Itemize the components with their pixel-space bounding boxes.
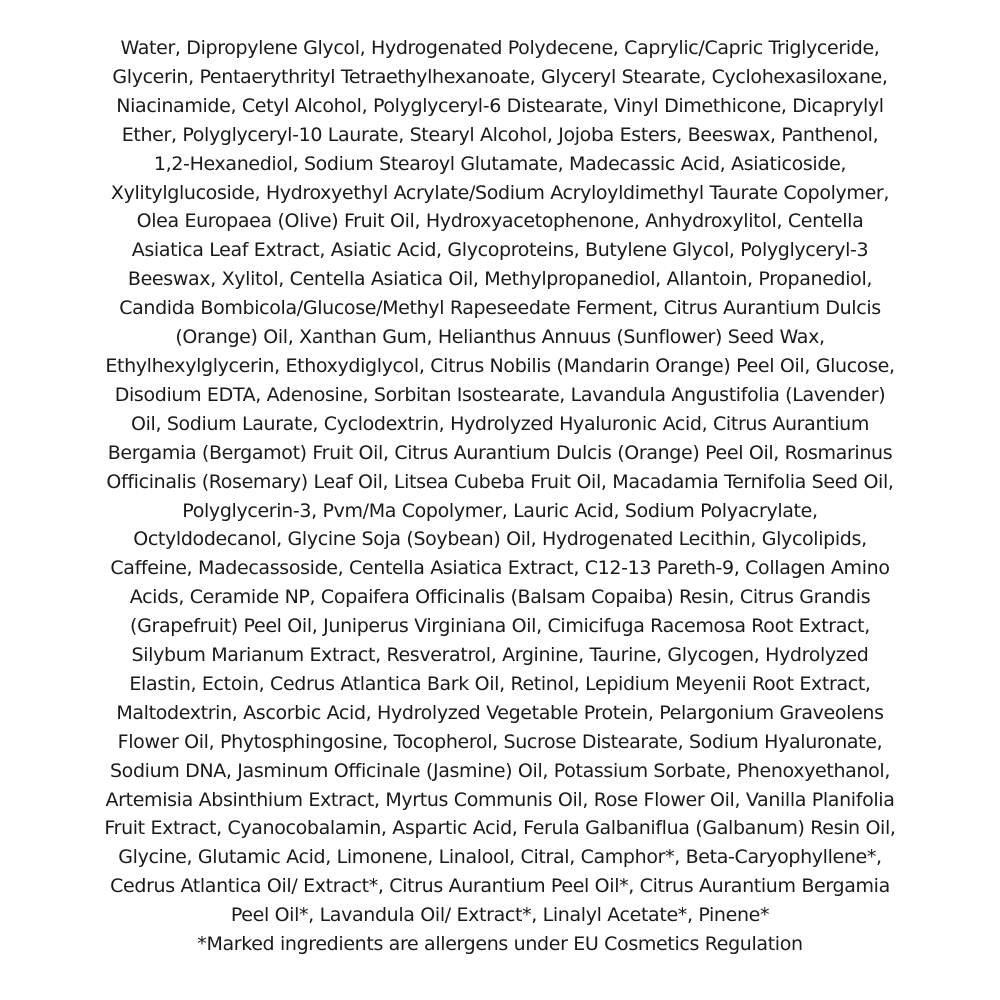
ingredient-line: Niacinamide, Cetyl Alcohol, Polyglyceryl-6 Distearate, Vinyl Dimethicone, Dicaprylyl [116, 94, 884, 117]
ingredient-line: Ethylhexylglycerin, Ethoxydiglycol, Citrus Nobilis (Mandarin Orange) Peel Oil, Glucose, [105, 354, 895, 377]
allergen-note: *Marked ingredients are allergens under EU Cosmetics Regulation [197, 933, 803, 956]
ingredient-line: Beeswax, Xylitol, Centella Asiatica Oil, Methylpropanediol, Allantoin, Propanediol, [127, 268, 873, 291]
ingredients-list [60, 34, 940, 959]
ingredient-line: Fruit Extract, Cyanocobalamin, Aspartic Acid, Ferula Galbaniflua (Galbanum) Resin Oil, [104, 817, 896, 840]
ingredient-line: Polyglycerin-3, Pvm/Ma Copolymer, Lauric Acid, Sodium Polyacrylate, [182, 499, 818, 522]
ingredient-line: Ether, Polyglyceryl-10 Laurate, Stearyl Alcohol, Jojoba Esters, Beeswax, Panthenol, [121, 123, 879, 146]
ingredient-line: (Grapefruit) Peel Oil, Juniperus Virginiana Oil, Cimicifuga Racemosa Root Extract, [130, 615, 870, 638]
ingredient-line: Maltodextrin, Ascorbic Acid, Hydrolyzed Vegetable Protein, Pelargonium Graveolens [116, 701, 884, 724]
ingredient-line: Cedrus Atlantica Oil/ Extract*, Citrus Aurantium Peel Oil*, Citrus Aurantium Bergamia [110, 875, 890, 898]
ingredient-line: Glycine, Glutamic Acid, Limonene, Linalool, Citral, Camphor*, Beta-Caryophyllene*, [118, 846, 882, 869]
ingredient-line: Elastin, Ectoin, Cedrus Atlantica Bark Oil, Retinol, Lepidium Meyenii Root Extract, [129, 672, 871, 695]
ingredient-line: Candida Bombicola/Glucose/Methyl Rapeseedate Ferment, Citrus Aurantium Dulcis [119, 297, 881, 320]
ingredient-line: Artemisia Absinthium Extract, Myrtus Communis Oil, Rose Flower Oil, Vanilla Planifolia [105, 788, 895, 811]
ingredient-line: Glycerin, Pentaerythrityl Tetraethylhexanoate, Glyceryl Stearate, Cyclohexasiloxane, [112, 65, 888, 88]
ingredient-line: (Orange) Oil, Xanthan Gum, Helianthus Annuus (Sunflower) Seed Wax, [175, 326, 825, 349]
ingredient-line: Caffeine, Madecassoside, Centella Asiatica Extract, C12-13 Pareth-9, Collagen Amino [110, 557, 890, 580]
ingredient-line: Officinalis (Rosemary) Leaf Oil, Litsea Cubeba Fruit Oil, Macadamia Ternifolia Seed Oil, [106, 470, 894, 493]
ingredient-line: Disodium EDTA, Adenosine, Sorbitan Isostearate, Lavandula Angustifolia (Lavender) [114, 383, 886, 406]
ingredient-line: Olea Europaea (Olive) Fruit Oil, Hydroxyacetophenone, Anhydroxylitol, Centella [136, 210, 864, 233]
ingredient-line: Peel Oil*, Lavandula Oil/ Extract*, Linalyl Acetate*, Pinene* [230, 904, 770, 927]
ingredient-line: Octyldodecanol, Glycine Soja (Soybean) Oil, Hydrogenated Lecithin, Glycolipids, [133, 528, 867, 551]
ingredient-line: Xylitylglucoside, Hydroxyethyl Acrylate/Sodium Acryloyldimethyl Taurate Copolymer, [110, 181, 890, 204]
ingredient-line: Silybum Marianum Extract, Resveratrol, Arginine, Taurine, Glycogen, Hydrolyzed [131, 644, 869, 667]
ingredient-line: Sodium DNA, Jasminum Officinale (Jasmine) Oil, Potassium Sorbate, Phenoxyethanol, [109, 759, 891, 782]
ingredient-line: Asiatica Leaf Extract, Asiatic Acid, Glycoproteins, Butylene Glycol, Polyglyceryl-3 [131, 239, 869, 262]
ingredient-line: Water, Dipropylene Glycol, Hydrogenated Polydecene, Caprylic/Capric Triglyceride, [120, 37, 880, 59]
ingredient-line: 1,2-Hexanediol, Sodium Stearoyl Glutamate, Madecassic Acid, Asiaticoside, [153, 152, 847, 175]
ingredient-line: Oil, Sodium Laurate, Cyclodextrin, Hydrolyzed Hyaluronic Acid, Citrus Aurantium [130, 412, 870, 435]
ingredient-line: Bergamia (Bergamot) Fruit Oil, Citrus Aurantium Dulcis (Orange) Peel Oil, Rosmarinus [107, 441, 893, 464]
ingredient-line: Acids, Ceramide NP, Copaifera Officinalis (Balsam Copaiba) Resin, Citrus Grandis [129, 586, 871, 609]
ingredient-line: Flower Oil, Phytosphingosine, Tocopherol, Sucrose Distearate, Sodium Hyaluronate, [117, 730, 883, 753]
